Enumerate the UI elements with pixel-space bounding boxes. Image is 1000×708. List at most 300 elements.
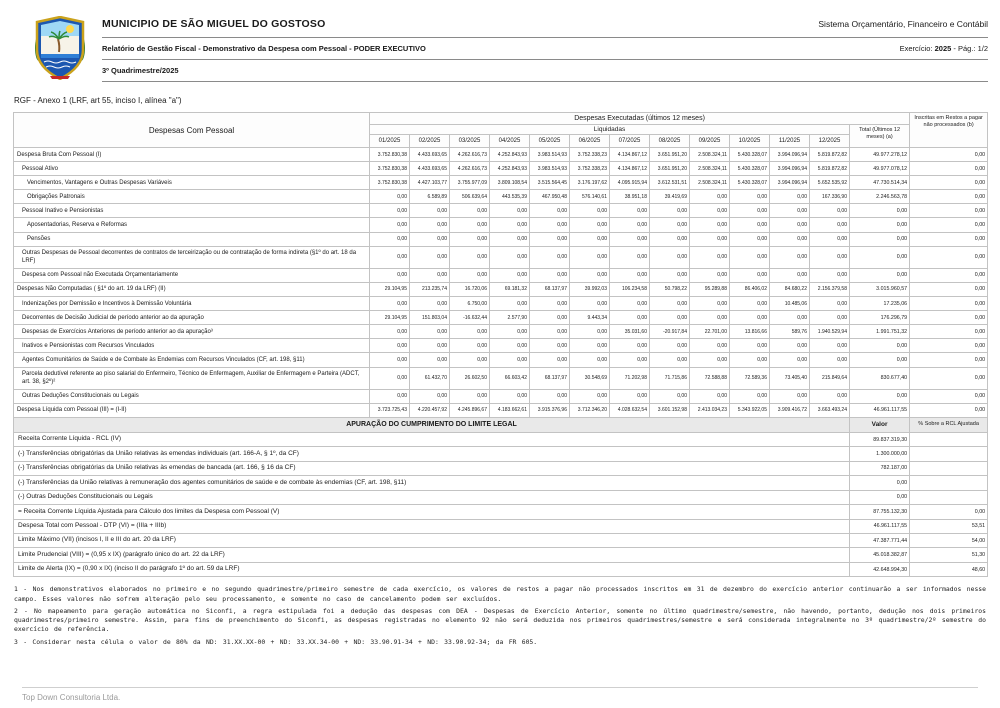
expense-row-label: Vencimentos, Vantagens e Outras Despesas Variáveis xyxy=(14,176,370,190)
month-value-cell: 5.430.328,07 xyxy=(730,162,770,176)
month-value-cell: 3.663.493,24 xyxy=(810,403,850,417)
apuracao-row xyxy=(14,490,988,504)
apuracao-row xyxy=(14,476,988,490)
month-value-cell: 0,00 xyxy=(810,353,850,367)
month-value-cell: 0,00 xyxy=(730,297,770,311)
month-value-cell: 0,00 xyxy=(690,232,730,246)
month-value-cell: -16.632,44 xyxy=(450,311,490,325)
month-value-cell: 0,00 xyxy=(770,389,810,403)
restos-cell: 0,00 xyxy=(910,148,988,162)
month-value-cell: 0,00 xyxy=(690,353,730,367)
month-value-cell: 0,00 xyxy=(530,339,570,353)
month-value-cell: 0,00 xyxy=(810,297,850,311)
month-value-cell: 0,00 xyxy=(530,297,570,311)
expense-row xyxy=(14,218,988,232)
month-value-cell: 0,00 xyxy=(650,297,690,311)
month-value-cell: 3.752.830,38 xyxy=(370,148,410,162)
total-column-header: Total (Últimos 12 meses) (a) xyxy=(850,125,910,148)
month-value-cell: 0,00 xyxy=(650,389,690,403)
month-value-cell: 2.508.324,11 xyxy=(690,176,730,190)
month-value-cell: 0,00 xyxy=(650,353,690,367)
month-value-cell: 0,00 xyxy=(810,246,850,268)
apuracao-row-label: (-) Transferências da União relativas à remuneração dos agentes comunitários de saúde e de combate às endemias (CF, art. 198, §11) xyxy=(14,476,850,490)
month-value-cell: 39.419,69 xyxy=(650,190,690,204)
apuracao-valor-cell: 46.961.117,55 xyxy=(850,519,910,533)
coat-of-arms-icon xyxy=(34,16,86,80)
restos-cell: 0,00 xyxy=(910,176,988,190)
month-value-cell: 3.983.514,93 xyxy=(530,148,570,162)
month-value-cell: 0,00 xyxy=(730,232,770,246)
apuracao-row-label: Limite Máximo (VII) (incisos I, II e III do art. 20 da LRF) xyxy=(14,533,850,547)
month-value-cell: 0,00 xyxy=(570,204,610,218)
month-value-cell: 50.798,22 xyxy=(650,282,690,296)
total-cell: 0,00 xyxy=(850,246,910,268)
month-value-cell: 443.535,39 xyxy=(490,190,530,204)
month-value-cell: 5.652.535,92 xyxy=(810,176,850,190)
month-value-cell: 5.819.872,82 xyxy=(810,148,850,162)
expense-row xyxy=(14,339,988,353)
month-value-cell: 0,00 xyxy=(410,268,450,282)
month-value-cell: 4.095.915,94 xyxy=(610,176,650,190)
month-value-cell: 0,00 xyxy=(370,353,410,367)
apuracao-row-label: = Receita Corrente Líquida Ajustada para Cálculo dos limites da Despesa com Pessoal (V) xyxy=(14,505,850,519)
month-value-cell: 0,00 xyxy=(370,190,410,204)
month-value-cell: 39.992,03 xyxy=(570,282,610,296)
apuracao-row-label: (-) Transferências obrigatórias da União relativas às emendas de bancada (art. 166, § 16 da CF) xyxy=(14,461,850,475)
month-value-cell: 0,00 xyxy=(370,339,410,353)
month-value-cell: 0,00 xyxy=(410,204,450,218)
apuracao-pct-cell xyxy=(910,447,988,461)
month-value-cell: 6.750,00 xyxy=(450,297,490,311)
system-name: Sistema Orçamentário, Financeiro e Contábil xyxy=(818,19,988,29)
month-value-cell: 0,00 xyxy=(810,232,850,246)
month-value-cell: 0,00 xyxy=(570,232,610,246)
month-value-cell: 0,00 xyxy=(570,297,610,311)
month-value-cell: 0,00 xyxy=(490,268,530,282)
month-value-cell: 0,00 xyxy=(410,339,450,353)
pct-column-header: % Sobre a RCL Ajustada xyxy=(910,417,988,432)
month-value-cell: 3.612.531,51 xyxy=(650,176,690,190)
month-value-cell: 0,00 xyxy=(770,339,810,353)
month-value-cell: 0,00 xyxy=(570,325,610,339)
expense-row xyxy=(14,297,988,311)
expense-row-label: Pessoal Inativo e Pensionistas xyxy=(14,204,370,218)
month-value-cell: 10.485,06 xyxy=(770,297,810,311)
apuracao-row-label: (-) Transferências obrigatórias da União relativas às emendas individuais (art. 166-A, § 1º, da CF) xyxy=(14,447,850,461)
month-value-cell: 0,00 xyxy=(810,218,850,232)
month-value-cell: 0,00 xyxy=(490,339,530,353)
month-value-cell: 1.940.529,94 xyxy=(810,325,850,339)
restos-cell: 0,00 xyxy=(910,246,988,268)
month-value-cell: 4.252.843,93 xyxy=(490,148,530,162)
apuracao-row-label: Limite de Alerta (IX) = (0,90 x IX) (inciso II do parágrafo 1º do art. 59 da LRF) xyxy=(14,562,850,576)
apuracao-pct-cell xyxy=(910,461,988,475)
month-value-cell: 0,00 xyxy=(610,204,650,218)
month-value-cell: 0,00 xyxy=(730,311,770,325)
month-column-header: 07/2025 xyxy=(610,135,650,148)
liquidadas-header: Liquidadas xyxy=(370,125,850,135)
month-value-cell: 0,00 xyxy=(410,246,450,268)
month-value-cell: 0,00 xyxy=(650,268,690,282)
month-column-header: 03/2025 xyxy=(450,135,490,148)
report-title: Relatório de Gestão Fiscal - Demonstrativo da Despesa com Pessoal - PODER EXECUTIVO xyxy=(102,44,426,53)
month-value-cell: 6.589,89 xyxy=(410,190,450,204)
total-cell: 0,00 xyxy=(850,232,910,246)
month-value-cell: 0,00 xyxy=(610,353,650,367)
month-value-cell: 68.137,97 xyxy=(530,367,570,389)
month-value-cell: 4.134.867,12 xyxy=(610,162,650,176)
apuracao-row xyxy=(14,505,988,519)
apuracao-pct-cell: 48,60 xyxy=(910,562,988,576)
apuracao-row-label: Despesa Total com Pessoal - DTP (VI) = (IIIa + IIIb) xyxy=(14,519,850,533)
month-value-cell: 0,00 xyxy=(570,268,610,282)
month-column-header: 09/2025 xyxy=(690,135,730,148)
apuracao-row xyxy=(14,432,988,446)
exercise-page-info xyxy=(900,44,988,53)
month-value-cell: 0,00 xyxy=(650,311,690,325)
restos-cell: 0,00 xyxy=(910,204,988,218)
month-value-cell: 0,00 xyxy=(730,190,770,204)
footnotes-block xyxy=(14,585,986,647)
month-value-cell: 86.406,02 xyxy=(730,282,770,296)
month-column-header: 01/2025 xyxy=(370,135,410,148)
restos-cell: 0,00 xyxy=(910,353,988,367)
apuracao-valor-cell: 1.300.000,00 xyxy=(850,447,910,461)
report-footer xyxy=(22,687,978,702)
total-cell: 0,00 xyxy=(850,353,910,367)
apuracao-valor-cell: 45.018.382,87 xyxy=(850,548,910,562)
month-value-cell: 0,00 xyxy=(730,204,770,218)
period-label: 3º Quadrimestre/2025 xyxy=(102,66,179,75)
month-value-cell: 0,00 xyxy=(370,325,410,339)
total-cell: 1.991.751,32 xyxy=(850,325,910,339)
expense-row xyxy=(14,353,988,367)
apuracao-row xyxy=(14,548,988,562)
month-value-cell: 0,00 xyxy=(650,218,690,232)
month-column-header: 05/2025 xyxy=(530,135,570,148)
month-value-cell: 3.994.096,94 xyxy=(770,176,810,190)
month-value-cell: 0,00 xyxy=(690,246,730,268)
month-value-cell: 3.515.564,45 xyxy=(530,176,570,190)
month-value-cell: 0,00 xyxy=(690,190,730,204)
month-value-cell: 589,76 xyxy=(770,325,810,339)
apuracao-pct-cell xyxy=(910,476,988,490)
expense-row-label: Decorrentes de Decisão Judicial de período anterior ao da apuração xyxy=(14,311,370,325)
month-value-cell: 0,00 xyxy=(450,246,490,268)
restos-cell: 0,00 xyxy=(910,190,988,204)
footnote: 2 - No mapeamento para geração automática no Siconfi, a regra estipulada foi a dedução das despesas com DEA - Despesas de Exercício Anterior, somente no último quadrimestre/semestre, não havendo, portanto, dedução nos dois primeiros quadrimestres/primeiro semestre. Assim, para fins de preenchimento do Siconfi, as despesas registradas no elemento 92 não será deduzida nos primeiros quadrimestres/semestre e será considerada integralmente no 3º quadrimestre/2º semestre do exercício de referência. xyxy=(14,606,986,634)
month-value-cell: 0,00 xyxy=(370,389,410,403)
month-value-cell: 0,00 xyxy=(450,268,490,282)
month-value-cell: 0,00 xyxy=(770,311,810,325)
month-value-cell: 4.183.662,61 xyxy=(490,403,530,417)
month-value-cell: 4.220.457,92 xyxy=(410,403,450,417)
restos-cell: 0,00 xyxy=(910,367,988,389)
month-column-header: 04/2025 xyxy=(490,135,530,148)
month-value-cell: 13.816,66 xyxy=(730,325,770,339)
month-value-cell: 0,00 xyxy=(450,218,490,232)
month-value-cell: 4.433.693,65 xyxy=(410,162,450,176)
apuracao-valor-cell: 47.387.771,44 xyxy=(850,533,910,547)
month-value-cell: 0,00 xyxy=(730,246,770,268)
month-value-cell: 0,00 xyxy=(610,339,650,353)
month-value-cell: 0,00 xyxy=(450,353,490,367)
apuracao-row-label: Limite Prudencial (VIII) = (0,95 x IX) (parágrafo único do art. 22 da LRF) xyxy=(14,548,850,562)
month-value-cell: 0,00 xyxy=(730,339,770,353)
month-value-cell: 0,00 xyxy=(570,246,610,268)
month-value-cell: 0,00 xyxy=(410,218,450,232)
month-value-cell: 68.137,97 xyxy=(530,282,570,296)
month-value-cell: 0,00 xyxy=(450,339,490,353)
month-value-cell: 0,00 xyxy=(690,339,730,353)
month-value-cell: 5.430.328,07 xyxy=(730,176,770,190)
month-value-cell: 0,00 xyxy=(530,268,570,282)
apuracao-valor-cell: 0,00 xyxy=(850,490,910,504)
expense-row xyxy=(14,204,988,218)
restos-cell: 0,00 xyxy=(910,282,988,296)
restos-cell: 0,00 xyxy=(910,311,988,325)
restos-column-header: Inscritas em Restos a pagar não processados (b) xyxy=(910,113,988,148)
apuracao-row-label: Receita Corrente Líquida - RCL (IV) xyxy=(14,432,850,446)
apuracao-row xyxy=(14,461,988,475)
restos-cell: 0,00 xyxy=(910,325,988,339)
month-value-cell: 3.651.951,20 xyxy=(650,162,690,176)
month-value-cell: 73.405,40 xyxy=(770,367,810,389)
restos-cell: 0,00 xyxy=(910,162,988,176)
apuracao-row xyxy=(14,562,988,576)
month-value-cell: 0,00 xyxy=(530,325,570,339)
month-value-cell: 0,00 xyxy=(570,218,610,232)
month-value-cell: 72.588,88 xyxy=(690,367,730,389)
expense-row-label: Despesas Não Computadas ( §1º do art. 19 da LRF) (II) xyxy=(14,282,370,296)
month-value-cell: 3.752.830,38 xyxy=(370,162,410,176)
month-value-cell: 0,00 xyxy=(370,367,410,389)
month-value-cell: 4.262.616,73 xyxy=(450,162,490,176)
month-value-cell: 0,00 xyxy=(810,311,850,325)
month-value-cell: 0,00 xyxy=(530,204,570,218)
month-value-cell: 576.140,61 xyxy=(570,190,610,204)
total-cell: 0,00 xyxy=(850,218,910,232)
month-value-cell: 84.680,22 xyxy=(770,282,810,296)
month-value-cell: 4.028.632,54 xyxy=(610,403,650,417)
month-value-cell: 0,00 xyxy=(690,204,730,218)
vendor-name: Top Down Consultoria Ltda. xyxy=(22,693,121,702)
expense-row xyxy=(14,176,988,190)
expense-row-label: Indenizações por Demissão e Incentivos à Demissão Voluntária xyxy=(14,297,370,311)
month-value-cell: 0,00 xyxy=(770,232,810,246)
month-value-cell: 5.343.922,05 xyxy=(730,403,770,417)
month-value-cell: 5.430.328,07 xyxy=(730,148,770,162)
restos-cell: 0,00 xyxy=(910,403,988,417)
month-value-cell: 0,00 xyxy=(610,218,650,232)
footnote: 1 - Nos demonstrativos elaborados no primeiro e no segundo quadrimestre/primeiro semestre de cada exercício, os valores de restos a pagar não processados inscritos em 31 de dezembro do exercício anterior continuarão a ser informados nesse campo. Esses valores não sofrem alteração pelo seu processamento, e somente no caso de cancelamento podem ser excluídos. xyxy=(14,585,986,603)
apuracao-valor-cell: 87.755.132,30 xyxy=(850,505,910,519)
month-value-cell: 0,00 xyxy=(690,268,730,282)
header-row-group xyxy=(14,113,988,125)
restos-cell: 0,00 xyxy=(910,232,988,246)
expense-row-label: Agentes Comunitários de Saúde e de Combate às Endemias com Recursos Vinculados (CF, art. 198, §11) xyxy=(14,353,370,367)
month-value-cell: 0,00 xyxy=(610,268,650,282)
month-value-cell: 30.548,69 xyxy=(570,367,610,389)
month-value-cell: 26.602,50 xyxy=(450,367,490,389)
month-value-cell: 66.603,42 xyxy=(490,367,530,389)
month-value-cell: 0,00 xyxy=(370,218,410,232)
expense-row-label: Despesa Líquida com Pessoal (III) = (I-II) xyxy=(14,403,370,417)
report-header xyxy=(0,0,1000,85)
month-value-cell: 72.589,36 xyxy=(730,367,770,389)
apuracao-row xyxy=(14,533,988,547)
table-head xyxy=(14,113,988,148)
month-value-cell: 3.752.830,38 xyxy=(370,176,410,190)
month-value-cell: 3.651.951,20 xyxy=(650,148,690,162)
month-value-cell: 0,00 xyxy=(370,246,410,268)
month-value-cell: 4.252.843,93 xyxy=(490,162,530,176)
month-value-cell: 0,00 xyxy=(770,353,810,367)
month-value-cell: 0,00 xyxy=(610,246,650,268)
month-value-cell: 0,00 xyxy=(770,218,810,232)
month-value-cell: 0,00 xyxy=(490,297,530,311)
month-value-cell: 3.752.338,23 xyxy=(570,148,610,162)
month-value-cell: 3.909.416,72 xyxy=(770,403,810,417)
expense-row-label: Despesa com Pessoal não Executada Orçamentariamente xyxy=(14,268,370,282)
expense-row-label: Outras Despesas de Pessoal decorrentes de contratos de terceirização ou de contratação de forma indireta (§1º do art. 18 da LRF) xyxy=(14,246,370,268)
expense-row xyxy=(14,282,988,296)
expense-rows-body xyxy=(14,148,988,418)
month-value-cell: 16.720,06 xyxy=(450,282,490,296)
month-value-cell: 2.577,90 xyxy=(490,311,530,325)
month-value-cell: 3.712.346,20 xyxy=(570,403,610,417)
apuracao-row xyxy=(14,519,988,533)
expense-row-label: Pessoal Ativo xyxy=(14,162,370,176)
month-value-cell: 0,00 xyxy=(490,389,530,403)
month-value-cell: 95.289,88 xyxy=(690,282,730,296)
apuracao-valor-cell: 42.648.994,30 xyxy=(850,562,910,576)
month-value-cell: 0,00 xyxy=(610,389,650,403)
month-value-cell: 0,00 xyxy=(410,325,450,339)
month-value-cell: 4.245.896,67 xyxy=(450,403,490,417)
month-value-cell: 0,00 xyxy=(650,246,690,268)
apuracao-pct-cell xyxy=(910,490,988,504)
expense-row xyxy=(14,389,988,403)
apuracao-pct-cell: 0,00 xyxy=(910,505,988,519)
apuracao-pct-cell: 54,00 xyxy=(910,533,988,547)
expense-row-label: Pensões xyxy=(14,232,370,246)
month-value-cell: 0,00 xyxy=(690,389,730,403)
month-value-cell: 0,00 xyxy=(410,232,450,246)
month-value-cell: 0,00 xyxy=(530,246,570,268)
month-value-cell: 0,00 xyxy=(450,389,490,403)
month-value-cell: 0,00 xyxy=(770,190,810,204)
total-cell: 49.977.278,12 xyxy=(850,148,910,162)
month-value-cell: 38.951,18 xyxy=(610,190,650,204)
month-value-cell: 0,00 xyxy=(490,218,530,232)
month-value-cell: 0,00 xyxy=(610,297,650,311)
month-value-cell: 71.202,98 xyxy=(610,367,650,389)
expense-row xyxy=(14,268,988,282)
page-number: - Pág.: 1/2 xyxy=(953,44,988,53)
month-value-cell: 22.701,00 xyxy=(690,325,730,339)
month-value-cell: 0,00 xyxy=(530,389,570,403)
month-value-cell: 0,00 xyxy=(490,353,530,367)
month-value-cell: 4.262.616,73 xyxy=(450,148,490,162)
month-value-cell: 61.432,70 xyxy=(410,367,450,389)
personnel-expense-table xyxy=(13,112,988,577)
first-column-header: Despesas Com Pessoal xyxy=(14,113,370,148)
restos-cell: 0,00 xyxy=(910,339,988,353)
apuracao-valor-cell: 782.187,00 xyxy=(850,461,910,475)
month-value-cell: 0,00 xyxy=(490,246,530,268)
month-value-cell: 3.809.108,54 xyxy=(490,176,530,190)
month-value-cell: 2.508.324,11 xyxy=(690,162,730,176)
month-value-cell: 0,00 xyxy=(730,218,770,232)
exercise-value: 2025 xyxy=(934,44,952,53)
total-cell: 3.015.960,57 xyxy=(850,282,910,296)
total-cell: 2.246.563,78 xyxy=(850,190,910,204)
month-value-cell: 0,00 xyxy=(770,204,810,218)
month-value-cell: 3.994.096,94 xyxy=(770,162,810,176)
month-value-cell: 0,00 xyxy=(570,389,610,403)
month-value-cell: 29.104,95 xyxy=(370,282,410,296)
month-value-cell: -20.917,84 xyxy=(650,325,690,339)
expense-row-label: Obrigações Patronais xyxy=(14,190,370,204)
restos-cell: 0,00 xyxy=(910,268,988,282)
month-value-cell: 0,00 xyxy=(810,268,850,282)
month-value-cell: 0,00 xyxy=(410,353,450,367)
month-value-cell: 0,00 xyxy=(410,389,450,403)
apuracao-header-body xyxy=(14,417,988,432)
month-value-cell: 213.235,74 xyxy=(410,282,450,296)
month-value-cell: 0,00 xyxy=(810,339,850,353)
month-value-cell: 0,00 xyxy=(730,353,770,367)
month-value-cell: 9.443,34 xyxy=(570,311,610,325)
month-value-cell: 0,00 xyxy=(610,232,650,246)
month-value-cell: 35.031,60 xyxy=(610,325,650,339)
month-value-cell: 0,00 xyxy=(770,246,810,268)
month-value-cell: 0,00 xyxy=(490,204,530,218)
month-value-cell: 3.752.338,23 xyxy=(570,162,610,176)
month-value-cell: 106.234,58 xyxy=(610,282,650,296)
total-cell: 830.677,40 xyxy=(850,367,910,389)
apuracao-header-row xyxy=(14,417,988,432)
month-value-cell: 4.427.103,77 xyxy=(410,176,450,190)
month-value-cell: 0,00 xyxy=(370,204,410,218)
expense-row xyxy=(14,162,988,176)
total-cell: 176.296,79 xyxy=(850,311,910,325)
month-value-cell: 0,00 xyxy=(490,232,530,246)
expense-row xyxy=(14,367,988,389)
total-cell: 0,00 xyxy=(850,268,910,282)
month-value-cell: 0,00 xyxy=(730,389,770,403)
expense-row-label: Parcela dedutível referente ao piso salarial do Enfermeiro, Técnico de Enfermagem, Auxiliar de Enfermagem e Parteira (ADCT, art. 38, §2º)² xyxy=(14,367,370,389)
apuracao-row-label: (-) Outras Deduções Constitucionais ou Legais xyxy=(14,490,850,504)
municipality-name: MUNICIPIO DE SÃO MIGUEL DO GOSTOSO xyxy=(102,18,326,30)
apuracao-rows-body xyxy=(14,432,988,576)
valor-column-header: Valor xyxy=(850,417,910,432)
month-value-cell: 2.508.324,11 xyxy=(690,148,730,162)
month-value-cell: 5.819.872,82 xyxy=(810,162,850,176)
expense-row-label: Aposentadorias, Reserva e Reformas xyxy=(14,218,370,232)
month-value-cell: 0,00 xyxy=(690,297,730,311)
expense-row xyxy=(14,325,988,339)
month-value-cell: 2.413.034,23 xyxy=(690,403,730,417)
month-column-header: 02/2025 xyxy=(410,135,450,148)
apuracao-valor-cell: 89.837.319,30 xyxy=(850,432,910,446)
month-value-cell: 3.983.514,93 xyxy=(530,162,570,176)
expense-row-label: Despesa Bruta Com Pessoal (I) xyxy=(14,148,370,162)
month-value-cell: 0,00 xyxy=(530,232,570,246)
total-cell: 49.977.078,12 xyxy=(850,162,910,176)
month-column-header: 06/2025 xyxy=(570,135,610,148)
